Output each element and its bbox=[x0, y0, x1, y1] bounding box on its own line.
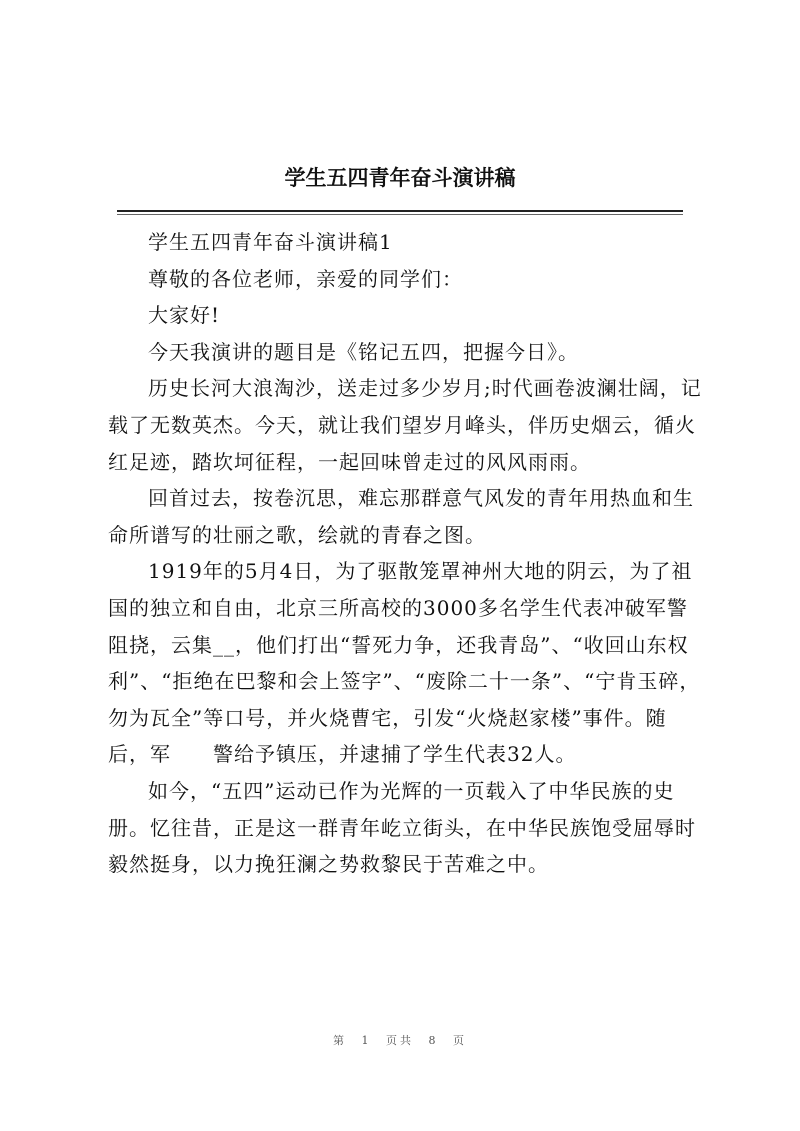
paragraph-history: 历史长河大浪淘沙，送走过多少岁月;时代画卷波澜壮阔，记载了无数英杰。今天，就让我们望岁月峰头，伴历史烟云，循火红足迹，踏坎坷征程，一起回味曾走过的风风雨雨。 bbox=[108, 376, 702, 474]
footer-page-current: 1 bbox=[361, 1034, 372, 1047]
title-divider bbox=[117, 210, 683, 212]
footer-label-di: 第 bbox=[333, 1034, 347, 1047]
paragraph-1919: 1919年的5月4日，为了驱散笼罩神州大地的阴云，为了祖国的独立和自由，北京三所高校的3000多名学生代表冲破军警阻挠，云集__，他们打出“誓死力争，还我青岛”、“收回山东权利”、“拒绝在巴黎和会上签字”、“废除二十一条”、“宁肯玉碎，勿为瓦全”等口号，并火烧曹宅，引发“火烧赵家楼”事件。随后，军 警给予镇压，并逮捕了学生代表32人。 bbox=[108, 559, 701, 767]
page-footer bbox=[0, 1032, 800, 1048]
paragraph-topic: 今天我演讲的题目是《铭记五四，把握今日》。 bbox=[148, 339, 579, 364]
document-title: 学生五四青年奋斗演讲稿 bbox=[284, 166, 516, 190]
paragraph-hello: 大家好! bbox=[148, 303, 221, 328]
paragraph-greeting: 尊敬的各位老师，亲爱的同学们： bbox=[148, 266, 463, 291]
footer-page-total: 8 bbox=[428, 1034, 439, 1047]
footer-label-ye-gong: 页共 bbox=[386, 1034, 414, 1047]
paragraph-look-back: 回首过去，按卷沉思，难忘那群意气风发的青年用热血和生命所谱写的壮丽之歌，绘就的青春之图。 bbox=[108, 486, 694, 547]
document-body bbox=[108, 224, 708, 883]
paragraph-today: 如今，“五四”运动已作为光辉的一页载入了中华民族的史册。忆往昔，正是这一群青年屹立街头，在中华民族饱受屈辱时毅然挺身，以力挽狂澜之势救黎民于苦难之中。 bbox=[108, 778, 696, 877]
paragraph-heading: 学生五四青年奋斗演讲稿1 bbox=[148, 230, 393, 254]
footer-label-ye: 页 bbox=[453, 1034, 467, 1047]
title-divider-thin bbox=[117, 214, 683, 215]
